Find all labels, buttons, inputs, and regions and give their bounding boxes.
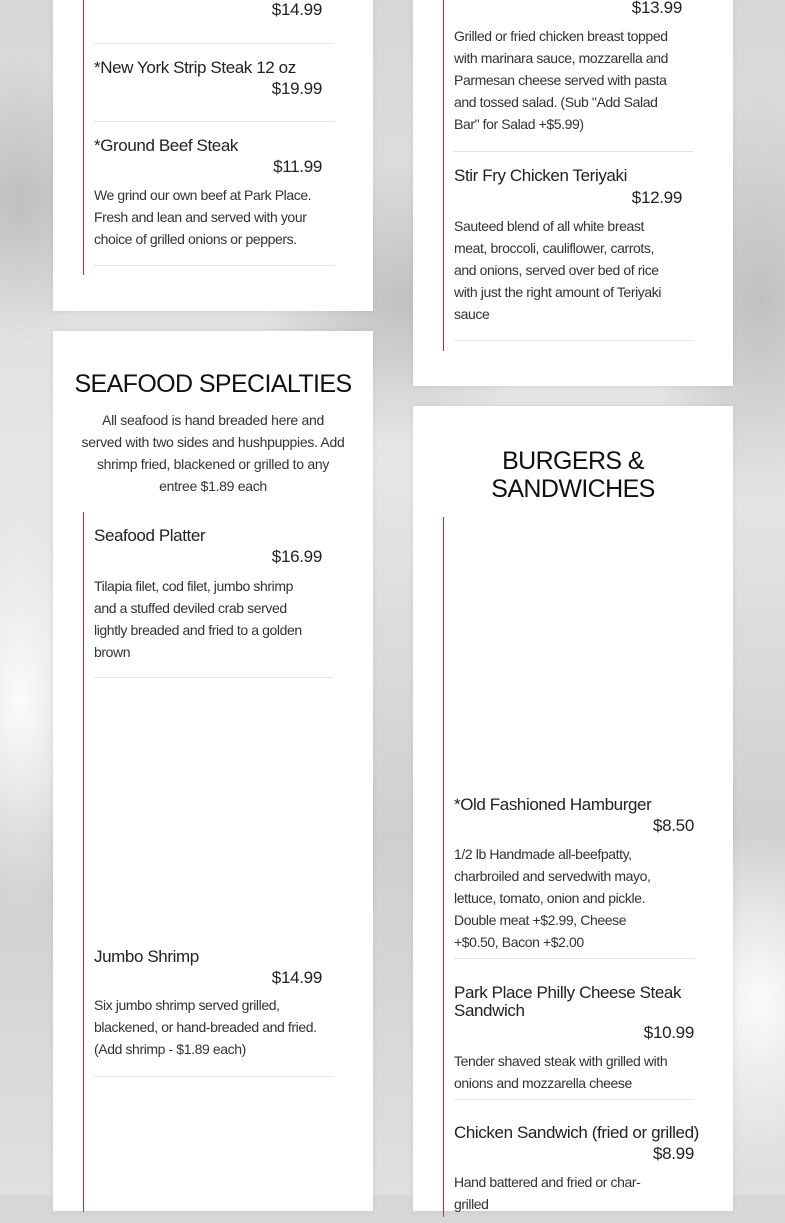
menu-item-ground-beef bbox=[94, 136, 334, 266]
item-name: Stir Fry Chicken Teriyaki bbox=[454, 166, 627, 185]
menu-item-old-fashioned-hamburger bbox=[454, 795, 694, 959]
item-divider bbox=[94, 121, 334, 122]
item-name: *Old Fashioned Hamburger bbox=[454, 795, 652, 814]
steak-menu-card bbox=[53, 0, 373, 311]
item-divider bbox=[94, 43, 334, 44]
item-price: $14.99 bbox=[271, 968, 322, 987]
item-description: Grilled or fried chicken breast topped with marinara sauce, mozzarella and Parmesan cheese served with pasta and tossed salad. (Sub "Add Salad Bar" for Salad +$5.99) bbox=[454, 28, 668, 132]
burgers-menu-list bbox=[443, 517, 704, 1217]
menu-item-chicken-parmesan bbox=[454, 0, 694, 152]
steak-menu-list bbox=[83, 0, 344, 275]
item-description: Sauteed blend of all white breast meat, broccoli, cauliflower, carrots, and onions, served over bed of rice with just the right amount of Teriyaki sauce bbox=[454, 218, 662, 322]
item-divider bbox=[94, 1076, 334, 1077]
item-price: $8.99 bbox=[652, 1144, 694, 1163]
item-description: We grind our own beef at Park Place. Fresh and lean and served with your choice of grilled onions or peppers. bbox=[94, 187, 312, 247]
item-name: *New York Strip Steak 12 oz bbox=[94, 58, 296, 77]
menu-item-chicken-sandwich bbox=[454, 1123, 699, 1223]
item-price: $13.99 bbox=[631, 0, 682, 17]
item-price: $19.99 bbox=[271, 79, 322, 98]
section-description: All seafood is hand breaded here and served with two sides and hushpuppies. Add shrimp fried, blackened or grilled to any entree $1.89 each bbox=[81, 412, 345, 494]
item-price: $10.99 bbox=[643, 1023, 694, 1042]
item-price: $14.99 bbox=[271, 0, 322, 19]
item-price: $12.99 bbox=[631, 188, 682, 207]
item-description: Hand battered and fried or char-grilled bbox=[454, 1174, 641, 1212]
item-divider bbox=[454, 1099, 694, 1100]
item-description: Tilapia filet, cod filet, jumbo shrimp and a stuffed deviled crab served lightly breaded and fried to a golden brown bbox=[94, 578, 302, 660]
seafood-menu-card bbox=[53, 331, 373, 1211]
menu-item-jumbo-shrimp bbox=[94, 947, 334, 1077]
item-price: $8.50 bbox=[652, 816, 694, 835]
item-name: Seafood Platter bbox=[94, 526, 206, 545]
item-divider bbox=[454, 340, 694, 341]
item-divider bbox=[94, 677, 332, 678]
item-description: Six jumbo shrimp served grilled, blackened, or hand-breaded and fried. (Add shrimp - $1.89 each) bbox=[94, 997, 317, 1057]
item-description: 1/2 lb Handmade all-beefpatty, charbroiled and servedwith mayo, lettuce, tomato, onion and pickle. Double meat +$2.99, Cheese +$0.50, Bacon +$2.00 bbox=[454, 846, 651, 950]
section-title-line2: SANDWICHES bbox=[491, 475, 655, 503]
item-name-line1: Park Place Philly Cheese Steak bbox=[454, 983, 682, 1002]
menu-item-stir-fry-teriyaki bbox=[454, 166, 694, 341]
burgers-menu-card bbox=[413, 406, 733, 1211]
item-divider bbox=[454, 151, 694, 152]
section-title-line1: BURGERS & bbox=[502, 447, 644, 475]
chicken-menu-card bbox=[413, 0, 733, 386]
item-divider bbox=[94, 265, 334, 266]
item-name: Jumbo Shrimp bbox=[94, 947, 199, 966]
menu-item-ny-strip bbox=[94, 58, 334, 122]
menu-item-seafood-platter bbox=[94, 526, 334, 678]
menu-item-partial bbox=[94, 0, 334, 45]
item-name: Chicken Sandwich (fried or grilled) bbox=[454, 1123, 699, 1142]
item-name: *Ground Beef Steak bbox=[94, 136, 239, 155]
item-divider bbox=[454, 958, 694, 959]
seafood-menu-list bbox=[83, 512, 344, 1212]
section-title: SEAFOOD SPECIALTIES bbox=[74, 370, 352, 398]
item-description: Tender shaved steak with grilled with onions and mozzarella cheese bbox=[454, 1053, 668, 1091]
chicken-menu-list bbox=[443, 0, 704, 351]
item-name-line2: Sandwich bbox=[454, 1001, 525, 1020]
item-price: $16.99 bbox=[271, 547, 322, 566]
menu-item-philly-cheese-steak bbox=[454, 983, 694, 1100]
item-price: $11.99 bbox=[273, 157, 322, 176]
